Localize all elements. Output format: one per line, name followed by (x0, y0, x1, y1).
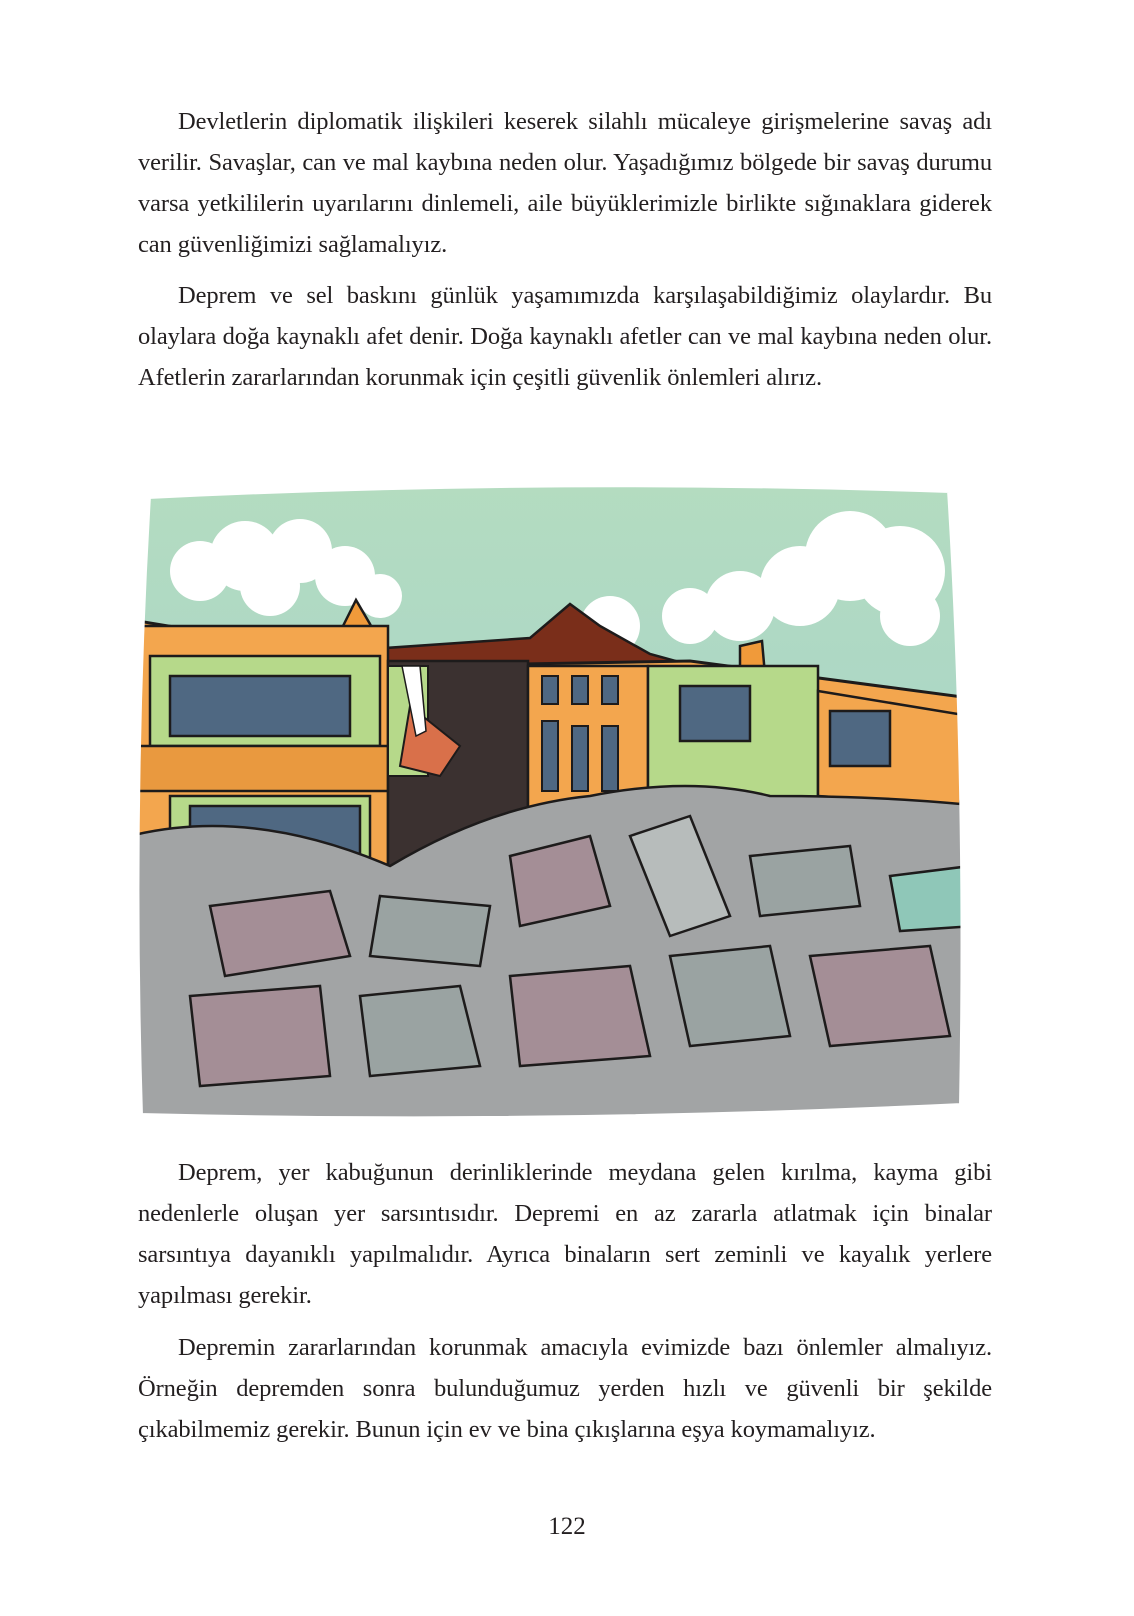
paragraph-earthquake-precautions (138, 1327, 992, 1450)
paragraph-natural-disasters (138, 275, 992, 398)
paragraph-text: Depremin zararlarından korunmak amacıyla evimizde bazı önlemler almalıyız. Örneğin depremden sonra bulunduğumuz yerden hızlı ve güvenli bir şekilde çıkabilmemiz gerekir. Bunun için ev ve bina çıkışlarına eşya koymamalıyız. (138, 1334, 992, 1443)
paragraph-war (138, 101, 992, 265)
paragraph-text: Deprem, yer kabuğunun derinliklerinde meydana gelen kırılma, kayma gibi nedenlerle oluşan yer sarsıntısıdır. Depremi en az zararla atlatmak için binalar sarsıntıya dayanıklı yapılmalıdır. Ayrıca binaların sert zeminli ve kayalık yerlere yapılması gerekir. (138, 1159, 992, 1309)
earthquake-illustration (130, 476, 980, 1132)
paragraph-text: Devletlerin diplomatik ilişkileri keserek silahlı mücaleye girişmelerine savaş adı verilir. Savaşlar, can ve mal kaybına neden olur. Yaşadığımız bölgede bir savaş durumu varsa yetkililerin uyarılarını dinlemeli, aile büyüklerimizle birlikte sığınaklara giderek can güvenliğimizi sağlamalıyız. (138, 108, 992, 258)
page-number: 122 (548, 1513, 586, 1540)
paragraph-text: Deprem ve sel baskını günlük yaşamımızda karşılaşabildiğimiz olaylardır. Bu olaylara doğa kaynaklı afet denir. Doğa kaynaklı afetler can ve mal kaybına neden olur. Afetlerin zararlarından korunmak için çeşitli güvenlik önlemleri alırız. (138, 282, 992, 391)
paragraph-earthquake-definition (138, 1152, 992, 1316)
